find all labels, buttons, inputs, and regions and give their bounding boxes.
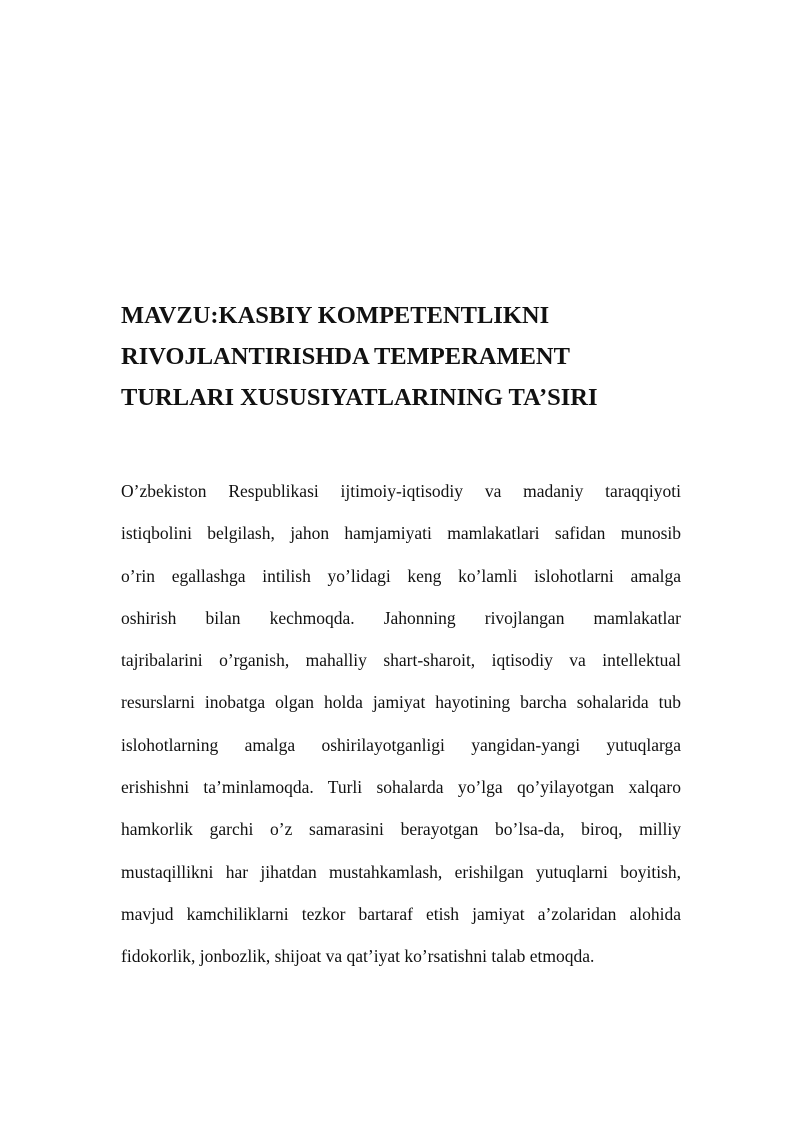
paragraph-line: hamkorlik garchi o’z samarasini berayotgan bo’lsa-da, biroq, milliy: [121, 819, 681, 840]
paragraph-line: o’rin egallashga intilish yo’lidagi keng ko’lamli islohotlarni amalga: [121, 565, 681, 586]
paragraph-line: fidokorlik, jonbozlik, shijoat va qat’iyat ko’rsatishni talab etmoqda.: [121, 946, 595, 967]
paragraph-line: erishishni ta’minlamoqda. Turli sohalarda yo’lga qo’yilayotgan xalqaro: [121, 777, 681, 798]
paragraph-line: tajribalarini o’rganish, mahalliy shart-sharoit, iqtisodiy va intellektual: [121, 650, 681, 671]
paragraph-line: mavjud kamchiliklarni tezkor bartaraf etish jamiyat a’zolaridan alohida: [121, 903, 681, 924]
title-line: TURLARI XUSUSIYATLARINING TA’SIRI: [121, 384, 598, 411]
paragraph-line: istiqbolini belgilash, jahon hamjamiyati mamlakatlari safidan munosib: [121, 523, 681, 544]
paragraph-line: oshirish bilan kechmoqda. Jahonning rivojlangan mamlakatlar: [121, 607, 681, 628]
document-title: [121, 295, 681, 418]
title-line: RIVOJLANTIRISHDA TEMPERAMENT: [121, 343, 570, 370]
paragraph-line: O’zbekiston Respublikasi ijtimoiy-iqtisodiy va madaniy taraqqiyoti: [121, 481, 681, 501]
paragraph-line: resurslarni inobatga olgan holda jamiyat hayotining barcha sohalarida tub: [121, 692, 681, 713]
title-line: MAVZU:KASBIY KOMPETENTLIKNI: [121, 302, 550, 329]
paragraph-line: mustaqillikni har jihatdan mustahkamlash, erishilgan yutuqlarni boyitish,: [121, 861, 681, 882]
body-paragraph: [121, 470, 681, 978]
paragraph-line: islohotlarning amalga oshirilayotganligi yangidan-yangi yutuqlarga: [121, 734, 681, 755]
